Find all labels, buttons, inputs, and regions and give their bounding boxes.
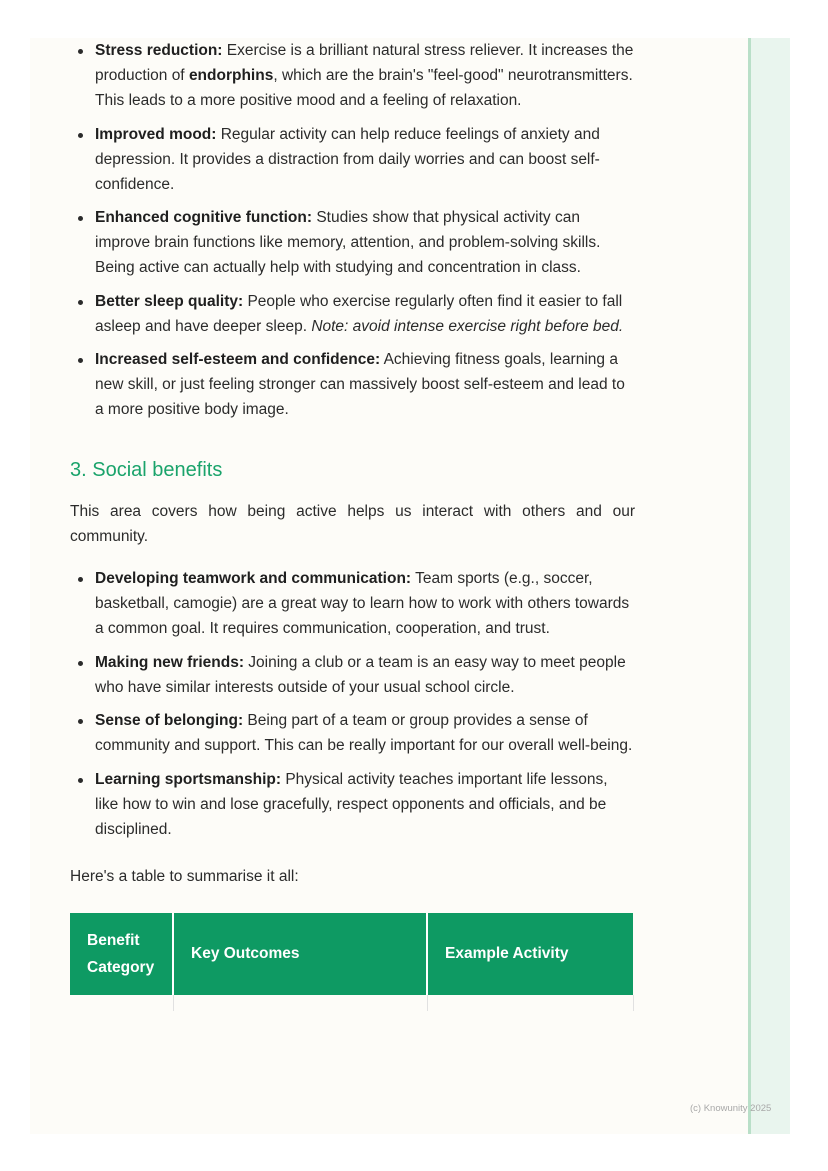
section-intro: This area covers how being active helps us interact with others and our community. bbox=[70, 503, 635, 545]
list-item bbox=[70, 38, 635, 113]
item-note: Note: avoid intense exercise right before bed. bbox=[311, 317, 624, 335]
list-item bbox=[70, 650, 635, 700]
table-header-cell: Benefit Category bbox=[70, 913, 173, 995]
table-header-cell: Example Activity bbox=[427, 913, 633, 995]
table-cell bbox=[427, 995, 633, 1011]
table-cell bbox=[70, 995, 173, 1011]
item-text: Team sports (e.g., soccer, basketball, camogie) are a great way to learn how to work with others towards a common goal. It requires communication, cooperation, and trust. bbox=[95, 570, 630, 637]
table-header-row bbox=[70, 913, 633, 995]
list-item bbox=[70, 566, 635, 641]
side-margin-strip bbox=[748, 38, 790, 1134]
psychological-benefits-list bbox=[70, 38, 635, 422]
item-term: Increased self-esteem and confidence: bbox=[95, 351, 381, 368]
summary-text: Here's a table to summarise it all: bbox=[70, 867, 299, 885]
table-row bbox=[70, 995, 633, 1011]
list-item bbox=[70, 347, 635, 422]
social-benefits-list bbox=[70, 566, 635, 842]
item-term: Enhanced cognitive function: bbox=[95, 209, 313, 226]
watermark: (c) Knowunity 2025 bbox=[690, 1103, 772, 1114]
item-term: Sense of belonging: bbox=[95, 712, 244, 729]
item-text: Regular activity can help reduce feelings of anxiety and depression. It provides a distraction from daily worries and can boost self-confidence. bbox=[95, 125, 600, 193]
item-term: Better sleep quality: bbox=[95, 292, 244, 310]
list-item bbox=[70, 122, 635, 197]
table-cell bbox=[173, 995, 427, 1011]
item-text: Physical activity teaches important life lessons, like how to win and lose gracefully, respect opponents and officials, and be disciplined. bbox=[95, 770, 608, 838]
item-text: People who exercise regularly often find it easier to fall asleep and have deeper sleep. bbox=[95, 292, 623, 335]
item-term: Stress reduction: bbox=[95, 42, 223, 59]
list-item bbox=[70, 767, 635, 842]
item-term: Improved mood: bbox=[95, 125, 217, 143]
item-term: Learning sportsmanship: bbox=[95, 770, 282, 788]
item-term: Making new friends: bbox=[95, 653, 244, 671]
summary-table bbox=[70, 913, 634, 1011]
item-text: Being part of a team or group provides a sense of community and support. This can be really important for our overall well-being. bbox=[95, 712, 633, 754]
item-term: Developing teamwork and communication: bbox=[95, 570, 412, 587]
list-item bbox=[70, 205, 635, 280]
item-text: Studies show that physical activity can improve brain functions like memory, attention, and problem-solving skills. Being active can actually help with studying and concentration in class. bbox=[95, 209, 601, 276]
item-text: Joining a club or a team is an easy way to meet people who have similar interests outside of your usual school circle. bbox=[95, 653, 626, 696]
document-content bbox=[70, 38, 635, 1011]
item-text: Exercise is a brilliant natural stress reliever. It increases the production of bbox=[95, 42, 634, 84]
table-header-cell: Key Outcomes bbox=[173, 913, 427, 995]
list-item bbox=[70, 289, 635, 339]
item-text: , which are the brain's "feel-good" neurotransmitters. This leads to a more positive mood and a feeling of relaxation. bbox=[95, 67, 633, 109]
item-text: Achieving fitness goals, learning a new skill, or just feeling stronger can massively boost self-esteem and lead to a more positive body image. bbox=[95, 351, 625, 418]
item-term-inline: endorphins bbox=[188, 67, 274, 84]
section-heading: 3. Social benefits bbox=[70, 459, 223, 481]
list-item bbox=[70, 708, 635, 758]
